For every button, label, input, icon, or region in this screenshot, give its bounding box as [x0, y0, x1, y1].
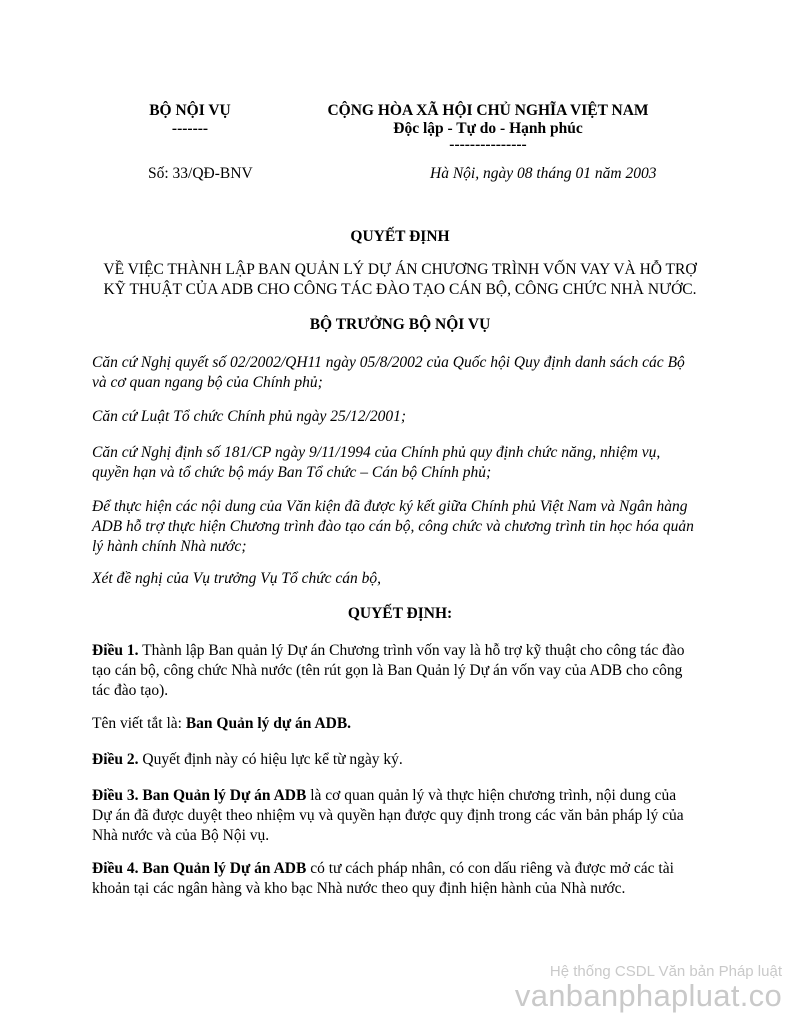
preamble-3: Căn cứ Nghị định số 181/CP ngày 9/11/1994 của Chính phủ quy định chức năng, nhiệm vụ, quyền hạn và tổ chức bộ máy Ban Tổ chức – Cán bộ Chính phủ; [92, 444, 661, 481]
article-2 [92, 750, 696, 770]
preamble-2: Căn cứ Luật Tổ chức Chính phủ ngày 25/12/2001; [92, 408, 406, 425]
article-4-text: có tư cách pháp nhân, có con dấu riêng và được mở các tài khoản tại các ngân hàng và kho bạc Nhà nước theo quy định hiện hành của Nhà nước. [92, 860, 674, 897]
article-3-label: Điều 3. Ban Quản lý Dự án ADB [92, 787, 307, 804]
subject-line-2: KỸ THUẬT CỦA ADB CHO CÔNG TÁC ĐÀO TẠO CÁN BỘ, CÔNG CHỨC NHÀ NƯỚC. [103, 281, 697, 298]
preamble-1: Căn cứ Nghị quyết số 02/2002/QH11 ngày 05/8/2002 của Quốc hội Quy định danh sách các Bộ và cơ quan ngang bộ của Chính phủ; [92, 354, 685, 391]
article-3-text: là cơ quan quản lý và thực hiện chương trình, nội dung của Dự án đã được duyệt theo nhiệm vụ và quyền hạn được quy định trong các văn bản pháp lý của Nhà nước và của Bộ Nội vụ. [92, 787, 684, 844]
watermark-caption: Hệ thống CSDL Văn bản Pháp luật [549, 963, 782, 980]
article-1-label: Điều 1. [92, 642, 139, 659]
abbreviation-name: Ban Quản lý dự án ADB. [185, 715, 352, 732]
article-4 [92, 859, 698, 899]
motto-rule: --------------- [449, 136, 527, 153]
article-2-label: Điều 2. [92, 751, 139, 768]
article-2-text: Quyết định này có hiệu lực kể từ ngày ký. [138, 751, 403, 768]
document-date: Hà Nội, ngày 08 tháng 01 năm 2003 [430, 165, 657, 182]
country-name: CỘNG HÒA XÃ HỘI CHỦ NGHĨA VIỆT NAM [327, 102, 649, 119]
issuing-authority: BỘ TRƯỞNG BỘ NỘI VỤ [309, 316, 491, 333]
document-title: QUYẾT ĐỊNH [350, 228, 450, 245]
decision-heading: QUYẾT ĐỊNH: [347, 605, 453, 622]
preamble-4: Để thực hiện các nội dung của Văn kiện đã được ký kết giữa Chính phủ Việt Nam và Ngân hàng ADB hỗ trợ thực hiện Chương trình đào tạo cán bộ, công chức và chương trình tin học hóa quản lý hành chính Nhà nước; [92, 498, 694, 555]
document-number: Số: 33/QĐ-BNV [148, 165, 253, 182]
abbreviation-prefix: Tên viết tắt là: [92, 715, 186, 732]
article-1-text: Thành lập Ban quản lý Dự án Chương trình vốn vay là hỗ trợ kỹ thuật cho công tác đào tạo cán bộ, công chức Nhà nước (tên rút gọn là Ban Quản lý Dự án vốn vay của ADB cho công tác đào tạo). [92, 642, 685, 699]
subject-line-1: VỀ VIỆC THÀNH LẬP BAN QUẢN LÝ DỰ ÁN CHƯƠNG TRÌNH VỐN VAY VÀ HỖ TRỢ [103, 261, 697, 278]
preamble-5: Xét đề nghị của Vụ trưởng Vụ Tổ chức cán bộ, [92, 570, 382, 587]
watermark-site: vanbanphapluat.co [514, 978, 782, 1013]
ministry-name: BỘ NỘI VỤ [149, 102, 231, 119]
national-motto: Độc lập - Tự do - Hạnh phúc [393, 120, 583, 137]
article-1 [92, 641, 696, 701]
article-4-label: Điều 4. Ban Quản lý Dự án ADB [92, 860, 307, 877]
ministry-rule: ------- [171, 120, 209, 137]
abbreviation [92, 714, 696, 734]
article-3 [92, 786, 698, 846]
